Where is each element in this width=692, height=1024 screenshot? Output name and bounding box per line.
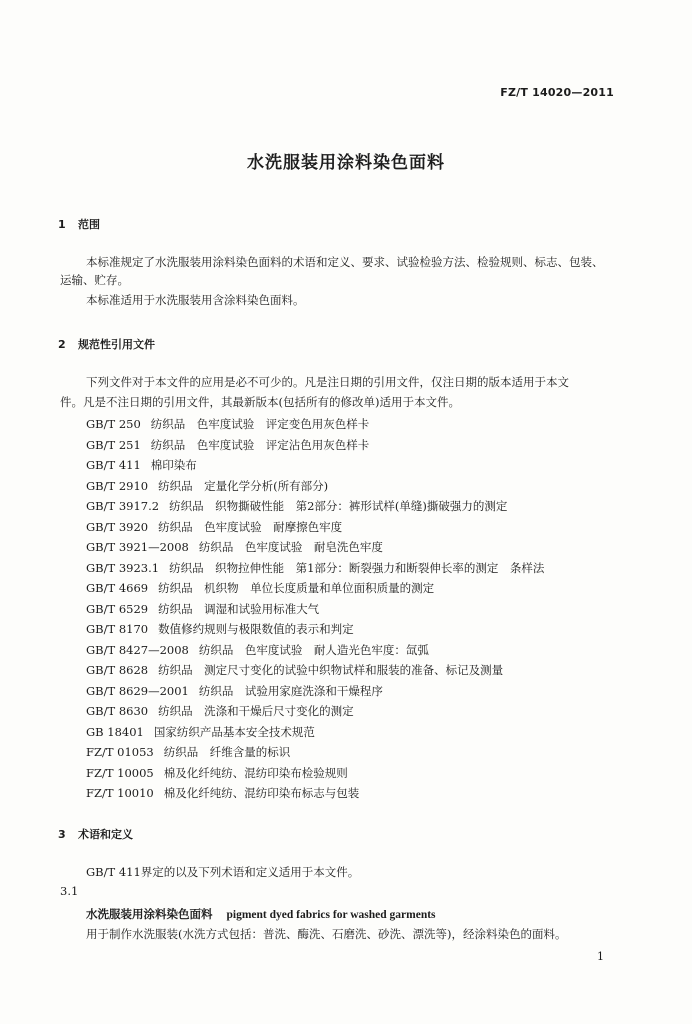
reference-item <box>86 478 328 494</box>
reference-code: GB/T 4669 <box>86 581 149 595</box>
reference-title: 纺织品 织物撕破性能 第2部分：裤形试样(单缝)撕破强力的测定 <box>169 499 508 513</box>
reference-code: GB/T 3920 <box>86 519 149 534</box>
reference-code: GB/T 8629—2001 <box>86 683 189 698</box>
reference-code: GB/T 3917.2 <box>86 499 160 513</box>
reference-item <box>86 724 315 740</box>
scope-paragraph-2: 本标准适用于水洗服装用含涂料染色面料。 <box>86 293 305 307</box>
reference-code: GB/T 2910 <box>86 478 149 493</box>
reference-code: GB 18401 <box>86 724 144 739</box>
reference-item <box>86 765 348 781</box>
reference-code: GB/T 3923.1 <box>86 560 160 575</box>
scope-paragraph-line2: 运输、贮存。 <box>60 273 129 287</box>
reference-item <box>86 662 503 678</box>
reference-title: 纺织品 机织物 单位长度质量和单位面积质量的测定 <box>158 581 435 595</box>
reference-item <box>86 683 383 699</box>
reference-code: GB/T 250 <box>86 417 141 431</box>
reference-title: 棉印染布 <box>150 458 197 472</box>
section-number: 2 <box>58 338 66 351</box>
reference-code: GB/T 8427—2008 <box>86 642 189 657</box>
reference-title: 纺织品 色牢度试验 评定变色用灰色样卡 <box>150 417 370 431</box>
reference-title: 纺织品 调湿和试验用标准大气 <box>158 601 320 616</box>
reference-code: GB/T 251 <box>86 437 141 452</box>
section-number: 1 <box>58 218 66 231</box>
term-english: pigment dyed fabrics for washed garments <box>226 909 436 921</box>
reference-code: GB/T 3921—2008 <box>86 540 189 554</box>
reference-item <box>86 560 544 576</box>
reference-code: GB/T 8628 <box>86 663 149 677</box>
reference-item <box>86 703 354 719</box>
term-heading <box>86 906 436 922</box>
document-title: 水洗服装用涂料染色面料 <box>247 153 445 173</box>
scope-paragraph-line1: 本标准规定了水洗服装用涂料染色面料的术语和定义、要求、试验检验方法、检验规则、标志、包装、 <box>86 255 604 269</box>
reference-title: 纺织品 色牢度试验 耐摩擦色牢度 <box>158 519 343 534</box>
reference-code: GB/T 8170 <box>86 622 149 636</box>
reference-title: 国家纺织产品基本安全技术规范 <box>153 724 315 739</box>
page-number: 1 <box>597 950 604 963</box>
section-title: 范围 <box>78 218 100 231</box>
reference-code: GB/T 411 <box>86 458 141 472</box>
reference-item <box>86 642 429 658</box>
reference-item <box>86 539 383 555</box>
section-1-heading <box>58 216 100 232</box>
reference-item <box>86 437 369 453</box>
reference-title: 纺织品 织物拉伸性能 第1部分：断裂强力和断裂伸长率的测定 条样法 <box>169 560 545 575</box>
reference-item <box>86 785 359 801</box>
reference-title: 纺织品 色牢度试验 耐皂洗色牢度 <box>198 540 383 554</box>
reference-code: GB/T 8630 <box>86 704 149 718</box>
reference-item <box>86 519 342 535</box>
reference-title: 棉及化纤纯纺、混纺印染布标志与包装 <box>163 786 360 800</box>
reference-title: 纺织品 试验用家庭洗涤和干燥程序 <box>198 683 383 698</box>
reference-title: 纺织品 测定尺寸变化的试验中织物试样和服装的准备、标记及测量 <box>158 663 504 677</box>
reference-code: FZ/T 01053 <box>86 745 154 759</box>
term-chinese: 水洗服装用涂料染色面料 <box>86 907 213 921</box>
section-number: 3 <box>58 828 66 841</box>
reference-item <box>86 498 507 514</box>
reference-title: 纺织品 洗涤和干燥后尺寸变化的测定 <box>158 704 354 718</box>
reference-item <box>86 580 434 596</box>
reference-title: 数值修约规则与极限数值的表示和判定 <box>158 622 354 636</box>
term-number: 3.1 <box>60 884 79 898</box>
terms-intro: GB/T 411界定的以及下列术语和定义适用于本文件。 <box>86 865 360 879</box>
reference-title: 纺织品 色牢度试验 评定沾色用灰色样卡 <box>150 437 370 452</box>
reference-item <box>86 601 319 617</box>
reference-title: 纺织品 色牢度试验 耐人造光色牢度：氙弧 <box>198 642 429 657</box>
references-intro-line1: 下列文件对于本文件的应用是必不可少的。凡是注日期的引用文件，仅注日期的版本适用于本文 <box>86 375 569 389</box>
reference-code: GB/T 6529 <box>86 601 149 616</box>
reference-code: FZ/T 10010 <box>86 786 154 800</box>
reference-item <box>86 621 354 637</box>
reference-title: 纺织品 纤维含量的标识 <box>163 745 291 759</box>
references-intro-line2: 件。凡是不注日期的引用文件，其最新版本(包括所有的修改单)适用于本文件。 <box>60 395 460 409</box>
section-2-heading <box>58 336 155 352</box>
reference-item <box>86 744 290 760</box>
reference-code: FZ/T 10005 <box>86 765 154 780</box>
section-title: 术语和定义 <box>78 828 133 841</box>
standard-code: FZ/T 14020—2011 <box>500 86 614 99</box>
reference-title: 棉及化纤纯纺、混纺印染布检验规则 <box>163 765 348 780</box>
section-3-heading <box>58 826 133 842</box>
term-definition: 用于制作水洗服装(水洗方式包括：普洗、酶洗、石磨洗、砂洗、漂洗等)，经涂料染色的面料。 <box>86 927 567 941</box>
reference-title: 纺织品 定量化学分析(所有部分) <box>158 478 329 493</box>
section-title: 规范性引用文件 <box>78 338 155 351</box>
reference-item <box>86 457 197 473</box>
reference-item <box>86 416 369 432</box>
